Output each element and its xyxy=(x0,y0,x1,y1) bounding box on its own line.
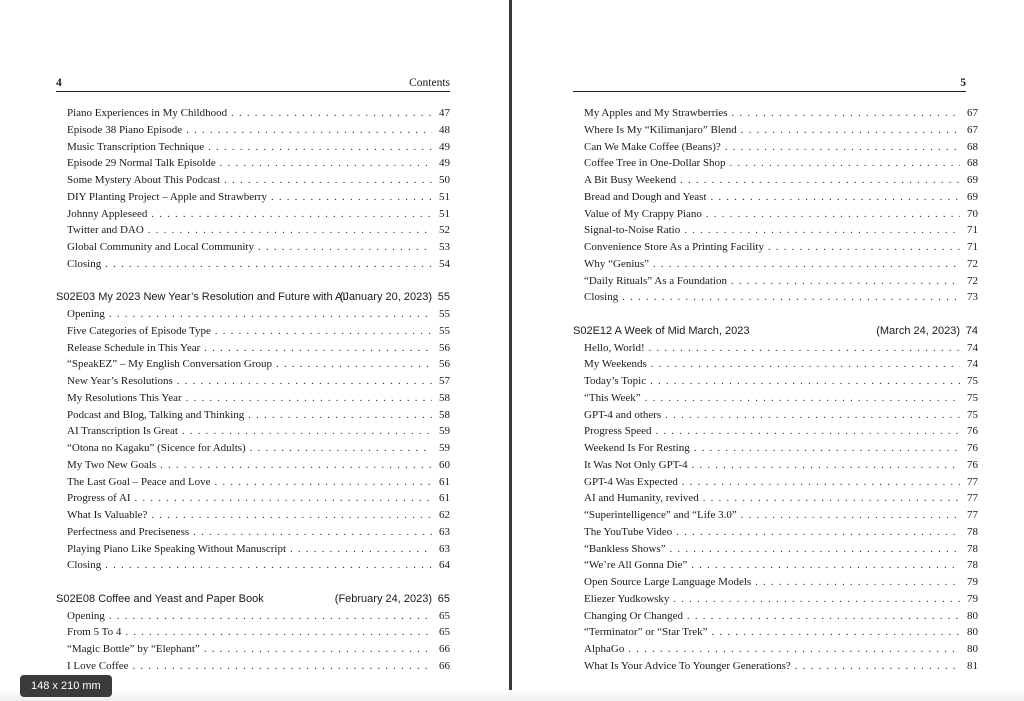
entry-title: “Daily Rituals” As a Foundation . . . xyxy=(584,274,960,288)
toc-entry xyxy=(56,641,450,658)
entry-page-number: 77 xyxy=(967,509,978,521)
running-title: Contents xyxy=(409,77,450,89)
toc-entry xyxy=(56,608,450,625)
entry-title: Opening . . . xyxy=(67,609,432,623)
entry-page-number: 51 xyxy=(439,207,450,220)
toc-entry xyxy=(573,172,978,189)
toc-entry xyxy=(573,557,978,574)
page-size-badge[interactable]: 148 x 210 mm xyxy=(20,675,112,697)
toc-entry xyxy=(573,591,978,608)
toc-entry xyxy=(56,155,450,172)
toc-entry xyxy=(56,457,450,474)
toc-section-heading xyxy=(573,323,978,340)
entry-page-number: 75 xyxy=(967,408,978,421)
section-page-number: 74 xyxy=(965,324,978,337)
entry-page-number: 49 xyxy=(439,157,450,170)
toc-entry xyxy=(56,474,450,491)
toc-entry xyxy=(573,608,978,625)
entry-title: Opening . . . xyxy=(67,307,432,321)
entry-page-number: 76 xyxy=(967,442,978,454)
entry-title: GPT-4 and others . . . xyxy=(584,408,960,422)
toc-section-heading xyxy=(56,591,450,608)
section-title: S02E03 My 2023 New Year’s Resolution and Future with AI xyxy=(56,291,346,304)
entry-page-number: 61 xyxy=(439,492,450,505)
toc-entry xyxy=(573,206,978,223)
toc-entry xyxy=(56,323,450,340)
toc-entry xyxy=(573,474,978,491)
entry-page-number: 75 xyxy=(967,391,978,404)
entry-page-number: 55 xyxy=(439,324,450,337)
entry-page-number: 77 xyxy=(967,492,978,505)
running-head-right xyxy=(573,77,966,92)
entry-title: Twitter and DAO . . . xyxy=(67,223,432,237)
entry-title: Music Transcription Technique . . . xyxy=(67,140,432,154)
entry-page-number: 78 xyxy=(967,525,978,538)
entry-title: A Bit Busy Weekend . . . xyxy=(584,173,960,187)
toc-entry xyxy=(56,423,450,440)
toc-entry xyxy=(56,189,450,206)
entry-page-number: 78 xyxy=(967,542,978,555)
entry-page-number: 80 xyxy=(967,609,978,622)
right-page xyxy=(512,0,1024,701)
toc-entry xyxy=(573,457,978,474)
entry-title: AI Transcription Is Great . . . xyxy=(67,424,432,438)
running-head-left xyxy=(56,77,450,92)
entry-title: My Two New Goals . . . xyxy=(67,458,432,472)
entry-page-number: 59 xyxy=(439,442,450,454)
toc-entry xyxy=(56,440,450,457)
toc-entry xyxy=(573,289,978,306)
entry-title: “We’re All Gonna Die” . . . xyxy=(584,558,960,572)
entry-title: Bread and Dough and Yeast . . . xyxy=(584,190,960,204)
entry-title: AI and Humanity, revived . . . xyxy=(584,491,960,505)
entry-page-number: 58 xyxy=(439,391,450,404)
toc-entry xyxy=(56,524,450,541)
entry-page-number: 76 xyxy=(967,425,978,438)
toc-entry xyxy=(56,105,450,122)
entry-title: Global Community and Local Community . . . xyxy=(67,240,432,254)
entry-title: My Weekends . . . xyxy=(584,357,960,371)
entry-title: “Magic Bottle” by “Elephant” . . . xyxy=(67,642,432,656)
entry-page-number: 69 xyxy=(967,190,978,203)
entry-title: It Was Not Only GPT-4 . . . xyxy=(584,458,960,472)
entry-page-number: 67 xyxy=(967,107,978,119)
entry-title: Episode 29 Normal Talk Episolde . . . xyxy=(67,156,432,170)
entry-page-number: 67 xyxy=(967,123,978,136)
entry-title: The YouTube Video . . . xyxy=(584,525,960,539)
entry-page-number: 53 xyxy=(439,241,450,253)
entry-page-number: 69 xyxy=(967,174,978,186)
entry-page-number: 51 xyxy=(439,190,450,203)
entry-page-number: 47 xyxy=(439,107,450,119)
entry-title: My Apples and My Strawberries . . . xyxy=(584,106,960,120)
entry-page-number: 70 xyxy=(967,207,978,220)
entry-page-number: 63 xyxy=(439,525,450,538)
entry-page-number: 49 xyxy=(439,140,450,153)
entry-page-number: 55 xyxy=(439,308,450,320)
entry-title: Where Is My “Kilimanjaro” Blend . . . xyxy=(584,123,960,137)
entry-title: “This Week” . . . xyxy=(584,391,960,405)
entry-page-number: 76 xyxy=(967,458,978,471)
toc-entry xyxy=(56,340,450,357)
entry-page-number: 63 xyxy=(439,542,450,555)
toc-entry xyxy=(56,239,450,256)
entry-title: Five Categories of Episode Type . . . xyxy=(67,324,432,338)
entry-page-number: 64 xyxy=(439,559,450,572)
toc-entry xyxy=(573,423,978,440)
toc-entry xyxy=(573,222,978,239)
toc-entry xyxy=(573,541,978,558)
toc-entry xyxy=(56,373,450,390)
toc-entry xyxy=(56,139,450,156)
bottom-shadow xyxy=(0,690,1024,701)
entry-title: Johnny Appleseed . . . xyxy=(67,207,432,221)
entry-title: From 5 To 4 . . . xyxy=(67,625,432,639)
entry-page-number: 59 xyxy=(439,425,450,438)
toc-entry xyxy=(56,306,450,323)
entry-page-number: 79 xyxy=(967,592,978,605)
entry-title: What Is Your Advice To Younger Generations? . . . xyxy=(584,659,960,673)
toc-entry xyxy=(56,256,450,273)
entry-title: Perfectness and Preciseness . . . xyxy=(67,525,432,539)
toc-entry xyxy=(573,574,978,591)
toc-entry xyxy=(573,641,978,658)
toc-entry xyxy=(56,658,450,675)
toc-entry xyxy=(56,557,450,574)
entry-page-number: 68 xyxy=(967,157,978,170)
toc-entry xyxy=(573,624,978,641)
entry-page-number: 71 xyxy=(967,241,978,253)
entry-page-number: 75 xyxy=(967,375,978,387)
toc-entry xyxy=(56,222,450,239)
toc-entry xyxy=(56,206,450,223)
entry-title: The Last Goal – Peace and Love . . . xyxy=(67,475,432,489)
entry-page-number: 71 xyxy=(967,224,978,237)
entry-title: Can We Make Coffee (Beans)? . . . xyxy=(584,140,960,154)
entry-title: Value of My Crappy Piano . . . xyxy=(584,207,960,221)
entry-title: Convenience Store As a Printing Facility . . . xyxy=(584,240,960,254)
entry-title: DIY Planting Project – Apple and Strawberry . . . xyxy=(67,190,432,204)
toc-entry xyxy=(573,658,978,675)
entry-title: My Resolutions This Year . . . xyxy=(67,391,432,405)
entry-page-number: 80 xyxy=(967,643,978,655)
entry-title: Changing Or Changed . . . xyxy=(584,609,960,623)
page-number-left: 4 xyxy=(56,77,62,89)
toc-entry xyxy=(56,122,450,139)
toc-entry xyxy=(573,390,978,407)
entry-title: Coffee Tree in One-Dollar Shop . . . xyxy=(584,156,960,170)
toc-entry xyxy=(573,105,978,122)
entry-title: “Bankless Shows” . . . xyxy=(584,542,960,556)
section-page-number: 55 xyxy=(437,291,450,304)
toc-entry xyxy=(573,122,978,139)
toc-entry xyxy=(56,624,450,641)
section-page-number: 65 xyxy=(437,592,450,605)
toc-entry xyxy=(573,356,978,373)
toc-entry xyxy=(573,189,978,206)
toc-entry xyxy=(573,139,978,156)
entry-title: Closing . . . xyxy=(67,257,432,271)
entry-title: “SpeakEZ” – My English Conversation Group . . . xyxy=(67,357,432,371)
entry-page-number: 66 xyxy=(439,659,450,672)
entry-title: New Year’s Resolutions . . . xyxy=(67,374,432,388)
toc-list-left xyxy=(56,105,450,675)
entry-title: Closing . . . xyxy=(67,558,432,572)
entry-page-number: 56 xyxy=(439,341,450,354)
entry-page-number: 48 xyxy=(439,123,450,136)
section-title: S02E12 A Week of Mid March, 2023 xyxy=(573,324,750,337)
entry-title: What Is Valuable? . . . xyxy=(67,508,432,522)
entry-title: Open Source Large Language Models . . . xyxy=(584,575,960,589)
entry-page-number: 50 xyxy=(439,174,450,186)
entry-page-number: 58 xyxy=(439,408,450,421)
entry-title: Podcast and Blog, Talking and Thinking . . . xyxy=(67,408,432,422)
left-page xyxy=(0,0,509,701)
entry-page-number: 72 xyxy=(967,257,978,270)
entry-page-number: 73 xyxy=(967,291,978,304)
entry-page-number: 60 xyxy=(439,458,450,471)
entry-title: Closing . . . xyxy=(584,290,960,304)
entry-title: Weekend Is For Resting . . . xyxy=(584,441,960,455)
entry-page-number: 61 xyxy=(439,475,450,488)
entry-page-number: 65 xyxy=(439,626,450,639)
entry-title: Eliezer Yudkowsky . . . xyxy=(584,592,960,606)
section-title: S02E08 Coffee and Yeast and Paper Book xyxy=(56,592,264,605)
section-date: (February 24, 2023) xyxy=(334,592,432,605)
entry-page-number: 62 xyxy=(439,509,450,521)
toc-section-heading xyxy=(56,289,450,306)
entry-page-number: 68 xyxy=(967,140,978,153)
toc-entry xyxy=(56,490,450,507)
toc-entry xyxy=(573,407,978,424)
entry-title: “Otona no Kagaku” (Sicence for Adults) . . . xyxy=(67,441,432,455)
toc-entry xyxy=(56,407,450,424)
toc-entry xyxy=(56,507,450,524)
entry-title: Piano Experiences in My Childhood . . . xyxy=(67,106,432,120)
entry-title: Hello, World! . . . xyxy=(584,341,960,355)
entry-page-number: 72 xyxy=(967,274,978,287)
entry-title: Release Schedule in This Year . . . xyxy=(67,341,432,355)
entry-title: AlphaGo . . . xyxy=(584,642,960,656)
entry-page-number: 56 xyxy=(439,358,450,371)
entry-page-number: 54 xyxy=(439,257,450,270)
entry-title: Today’s Topic . . . xyxy=(584,374,960,388)
toc-entry xyxy=(573,340,978,357)
entry-title: Signal-to-Noise Ratio . . . xyxy=(584,223,960,237)
entry-title: GPT-4 Was Expected . . . xyxy=(584,475,960,489)
entry-title: Playing Piano Like Speaking Without Manuscript . . . xyxy=(67,542,432,556)
entry-page-number: 66 xyxy=(439,643,450,655)
section-date: (January 20, 2023) xyxy=(339,291,432,304)
toc-entry xyxy=(56,541,450,558)
toc-spacer xyxy=(56,574,450,591)
entry-title: I Love Coffee . . . xyxy=(67,659,432,673)
toc-entry xyxy=(573,524,978,541)
entry-page-number: 79 xyxy=(967,576,978,588)
entry-page-number: 52 xyxy=(439,224,450,237)
entry-title: Episode 38 Piano Episode . . . xyxy=(67,123,432,137)
entry-page-number: 81 xyxy=(967,659,978,672)
toc-entry xyxy=(573,490,978,507)
toc-entry xyxy=(56,390,450,407)
entry-title: Progress of AI . . . xyxy=(67,491,432,505)
section-date: (March 24, 2023) xyxy=(876,324,960,337)
toc-spacer xyxy=(56,273,450,290)
entry-page-number: 65 xyxy=(439,609,450,622)
entry-page-number: 77 xyxy=(967,475,978,488)
toc-entry xyxy=(56,356,450,373)
toc-list-right xyxy=(573,105,978,675)
entry-page-number: 74 xyxy=(967,358,978,371)
entry-title: Progress Speed . . . xyxy=(584,424,960,438)
entry-page-number: 78 xyxy=(967,559,978,572)
entry-title: “Terminator” or “Star Trek” . . . xyxy=(584,625,960,639)
toc-entry xyxy=(573,256,978,273)
entry-page-number: 57 xyxy=(439,375,450,387)
toc-entry xyxy=(573,373,978,390)
toc-entry xyxy=(573,155,978,172)
toc-spacer xyxy=(573,306,978,323)
toc-entry xyxy=(573,273,978,290)
entry-page-number: 74 xyxy=(967,341,978,354)
entry-title: “Superintelligence” and “Life 3.0” . . . xyxy=(584,508,960,522)
toc-entry xyxy=(573,239,978,256)
toc-entry xyxy=(573,440,978,457)
page-number-right: 5 xyxy=(960,77,966,89)
toc-entry xyxy=(56,172,450,189)
entry-title: Some Mystery About This Podcast . . . xyxy=(67,173,432,187)
entry-page-number: 80 xyxy=(967,626,978,639)
toc-entry xyxy=(573,507,978,524)
entry-title: Why “Genius” . . . xyxy=(584,257,960,271)
